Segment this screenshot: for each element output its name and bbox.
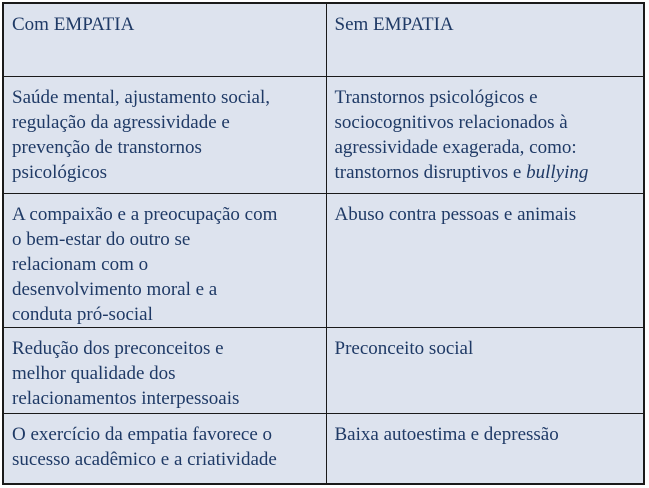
- cell-text: [335, 85, 636, 185]
- cell-sem-empatia: [326, 327, 643, 413]
- comparison-table: [2, 2, 645, 485]
- header-sem-empatia: Sem EMPATIA: [326, 4, 643, 76]
- empathy-comparison-table: [4, 4, 643, 485]
- cell-text: Saúde mental, ajustamento social, regulação da agressividade e prevenção de transtornos psicológicos: [12, 86, 271, 183]
- cell-text: Preconceito social: [334, 337, 474, 359]
- cell-text: O exercício da empatia favorece o sucesso acadêmico e a criatividade: [12, 423, 277, 470]
- header-com-empatia: Com EMPATIA: [4, 4, 326, 76]
- cell-text-main: Transtornos psicológicos e sociocognitivos relacionados à agressividade exagerada, como: transtornos disruptivos e: [334, 86, 577, 183]
- cell-com-empatia: [4, 327, 326, 413]
- table-row: [4, 327, 643, 413]
- cell-sem-empatia: [326, 193, 643, 327]
- cell-com-empatia: [4, 413, 326, 485]
- cell-text: Abuso contra pessoas e animais: [334, 203, 577, 225]
- cell-text: A compaixão e a preocupação com o bem-estar do outro se relacionam com o desenvolvimento moral e a conduta pró-social: [12, 203, 278, 325]
- table-row: [4, 76, 643, 193]
- table-row: [4, 413, 643, 485]
- cell-text-italic: bullying: [526, 161, 589, 183]
- table-row: [4, 193, 643, 327]
- cell-sem-empatia: [326, 413, 643, 485]
- cell-text: Redução dos preconceitos e melhor qualidade dos relacionamentos interpessoais: [12, 337, 240, 409]
- cell-sem-empatia: [326, 76, 643, 193]
- cell-text: Baixa autoestima e depressão: [334, 423, 559, 445]
- header-row: [4, 4, 643, 76]
- cell-com-empatia: [4, 193, 326, 327]
- cell-com-empatia: [4, 76, 326, 193]
